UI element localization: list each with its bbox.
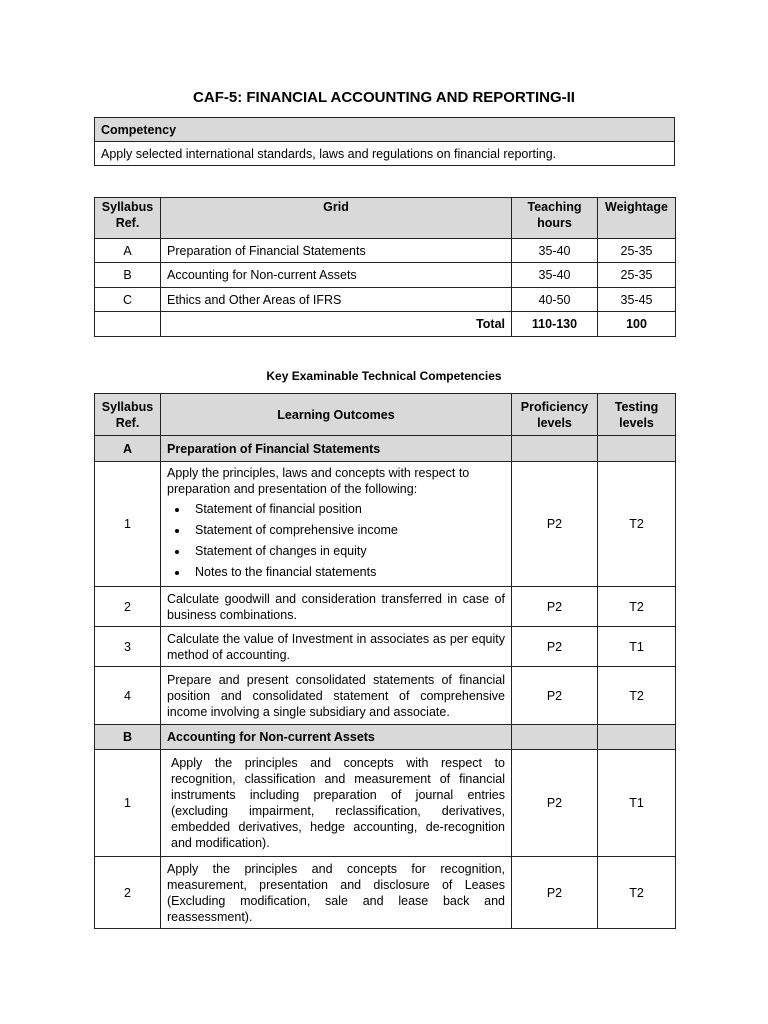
outcome-text: Apply the principles, laws and concepts with respect to preparation and presentation of the following: [167,466,470,496]
testing: T1 [598,750,676,857]
list-item: • Notes to the financial statements [189,562,505,583]
header-syllabus-ref: Syllabus Ref. [95,198,161,239]
proficiency: P2 [512,750,598,857]
empty-cell [512,725,598,750]
grid-item: Ethics and Other Areas of IFRS [161,288,512,312]
empty-cell [598,725,676,750]
grid-item: Preparation of Financial Statements [161,239,512,263]
list-item: • Statement of financial position [189,499,505,520]
header-syllabus-ref: Syllabus Ref. [95,394,161,436]
section-row-a [95,436,676,462]
testing: T2 [598,462,676,587]
learning-outcome [161,462,512,587]
bullet-list [167,499,505,583]
hours: 40-50 [512,288,598,312]
ref: 1 [95,750,161,857]
list-item: • Statement of comprehensive income [189,520,505,541]
ref: A [95,239,161,263]
section-row-b [95,725,676,750]
ref: 1 [95,462,161,587]
weightage: 35-45 [598,288,676,312]
table-row [95,750,676,857]
section-title: Accounting for Non-current Assets [161,725,512,750]
learning-outcome: Calculate goodwill and consideration transferred in case of business combinations. [161,587,512,627]
header-weightage: Weightage [598,198,676,239]
proficiency: P2 [512,667,598,725]
table-row [95,587,676,627]
weightage: 25-35 [598,239,676,263]
table-row [95,288,676,312]
ref: C [95,288,161,312]
header-proficiency: Proficiency levels [512,394,598,436]
hours: 35-40 [512,239,598,263]
competency-table [94,117,675,166]
section-heading: Key Examinable Technical Competencies [266,369,502,383]
header-grid: Grid [161,198,512,239]
ref: 4 [95,667,161,725]
empty-cell [95,312,161,337]
proficiency: P2 [512,587,598,627]
total-weightage: 100 [598,312,676,337]
table-row [95,462,676,587]
table-row [95,263,676,288]
grid-item: Accounting for Non-current Assets [161,263,512,288]
ref: 2 [95,587,161,627]
section-ref: A [95,436,161,462]
testing: T1 [598,627,676,667]
grid-table [94,197,676,337]
competency-text: Apply selected international standards, laws and regulations on financial reporting. [95,142,675,166]
hours: 35-40 [512,263,598,288]
section-title: Preparation of Financial Statements [161,436,512,462]
testing: T2 [598,587,676,627]
total-label: Total [161,312,512,337]
total-hours: 110-130 [512,312,598,337]
competency-header: Competency [95,118,675,142]
section-ref: B [95,725,161,750]
learning-outcome: Apply the principles and concepts for recognition, measurement, presentation and disclosure of Leases (Excluding modification, sale and lease back and reassessment). [161,857,512,929]
learning-outcome: Calculate the value of Investment in associates as per equity method of accounting. [161,627,512,667]
proficiency: P2 [512,462,598,587]
header-teaching-hours: Teaching hours [512,198,598,239]
list-item: • Statement of changes in equity [189,541,505,562]
ref: B [95,263,161,288]
learning-outcome: Prepare and present consolidated statements of financial position and consolidated statement of comprehensive income involving a single subsidiary and associate. [161,667,512,725]
testing: T2 [598,857,676,929]
total-row [95,312,676,337]
header-learning-outcomes: Learning Outcomes [161,394,512,436]
table-row [95,627,676,667]
table-row [95,667,676,725]
ref: 2 [95,857,161,929]
proficiency: P2 [512,627,598,667]
learning-outcome: Apply the principles and concepts with respect to recognition, classification and measurement of financial instruments including preparation of journal entries (excluding impairment, reclassification, derivatives, embedded derivatives, hedge accounting, de-recognition and modification). [161,750,512,857]
table-row [95,239,676,263]
weightage: 25-35 [598,263,676,288]
table-row [95,857,676,929]
proficiency: P2 [512,857,598,929]
competencies-table [94,393,676,929]
ref: 3 [95,627,161,667]
testing: T2 [598,667,676,725]
empty-cell [598,436,676,462]
header-testing: Testing levels [598,394,676,436]
page-title: CAF-5: FINANCIAL ACCOUNTING AND REPORTING-II [193,89,575,106]
empty-cell [512,436,598,462]
